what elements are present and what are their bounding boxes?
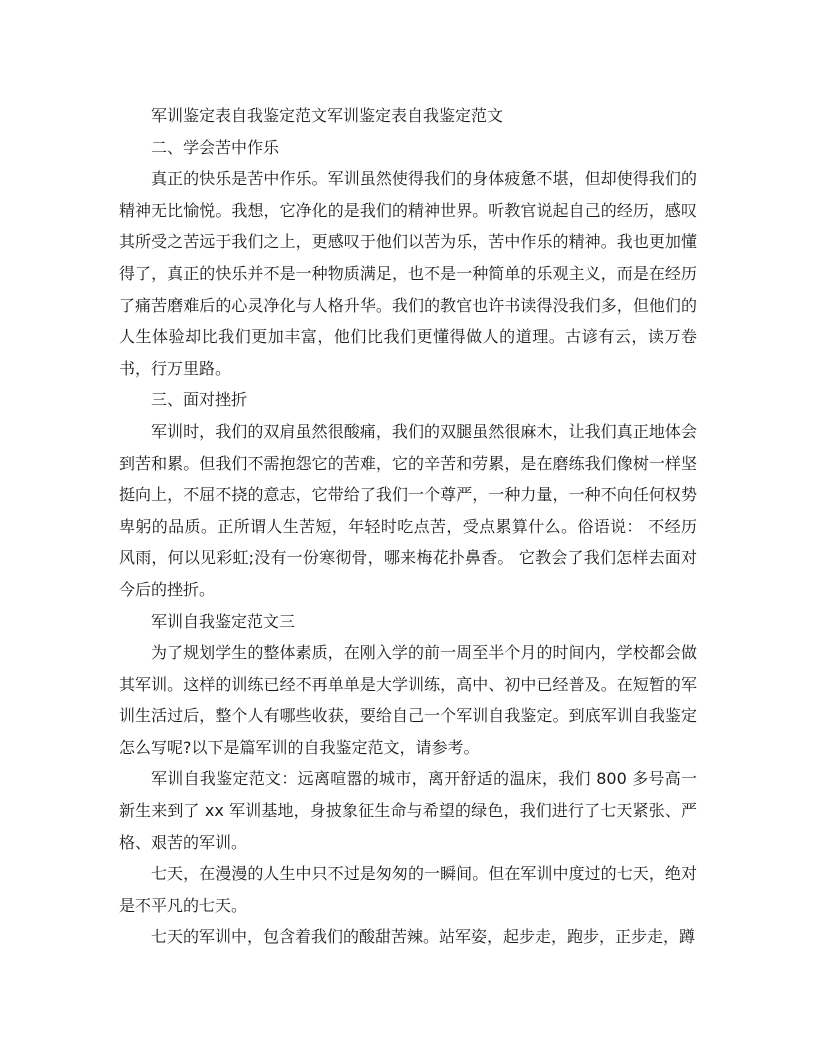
paragraph-seven-days-training: 七天的军训中，包含着我们的酸甜苦辣。站军姿，起步走，跑步，正步走，蹲 (151, 927, 696, 947)
paragraph-training-purpose: 为了规划学生的整体素质，在刚入学的前一周至半个月的时间内，学校都会做其军训。这样的训练已经不再单单是大学训练，高中、初中已经普及。在短暂的军训生活过后，整个人有哪些收获，要给自己一个军训自我鉴定。到底军训自我鉴定怎么写呢?以下是篇军训的自我鉴定范文，请参考。 (119, 643, 697, 757)
document-title: 军训鉴定表自我鉴定范文军训鉴定表自我鉴定范文 (151, 106, 504, 125)
paragraph-sample-intro: 军训自我鉴定范文：远离喧嚣的城市，离开舒适的温床，我们 800 多号高一新生来到了 xx 军训基地，身披象征生命与希望的绿色，我们进行了七天紧张、严格、艰苦的军训。 (119, 769, 697, 852)
paragraph-military-training-pain: 军训时，我们的双肩虽然很酸痛，我们的双腿虽然很麻木，让我们真正地体会到苦和累。但我们不需抱怨它的苦难，它的辛苦和劳累，是在磨练我们像树一样坚挺向上，不屈不挠的意志，它带给了我们一个尊严，一种力量，一种不向任何权势卑躬的品质。正所谓人生苦短，年轻时吃点苦，受点累算什么。俗语说： 不经历风雨，何以见彩虹;没有一份寒彻骨，哪来梅花扑鼻香。 它教会了我们怎样去面对今后的挫折。 (119, 421, 697, 599)
section-heading-face-setbacks: 三、面对挫折 (151, 390, 248, 410)
section-heading-learn-joy: 二、学会苦中作乐 (151, 137, 280, 157)
paragraph-seven-days: 七天，在漫漫的人生中只不过是匆匆的一瞬间。但在军训中度过的七天，绝对是不平凡的七天。 (119, 864, 697, 915)
section-heading-sample-three: 军训自我鉴定范文三 (151, 611, 296, 631)
document-body (119, 100, 697, 953)
paragraph-true-happiness: 真正的快乐是苦中作乐。军训虽然使得我们的身体疲惫不堪，但却使得我们的精神无比愉悦。我想，它净化的是我们的精神世界。听教官说起自己的经历，感叹其所受之苦远于我们之上，更感叹于他们以苦为乐，苦中作乐的精神。我也更加懂得了，真正的快乐并不是一种物质满足，也不是一种简单的乐观主义，而是在经历了痛苦磨难后的心灵净化与人格升华。我们的教官也许书读得没我们多，但他们的人生体验却比我们更加丰富，他们比我们更懂得做人的道理。古谚有云，读万卷书，行万里路。 (119, 169, 697, 378)
